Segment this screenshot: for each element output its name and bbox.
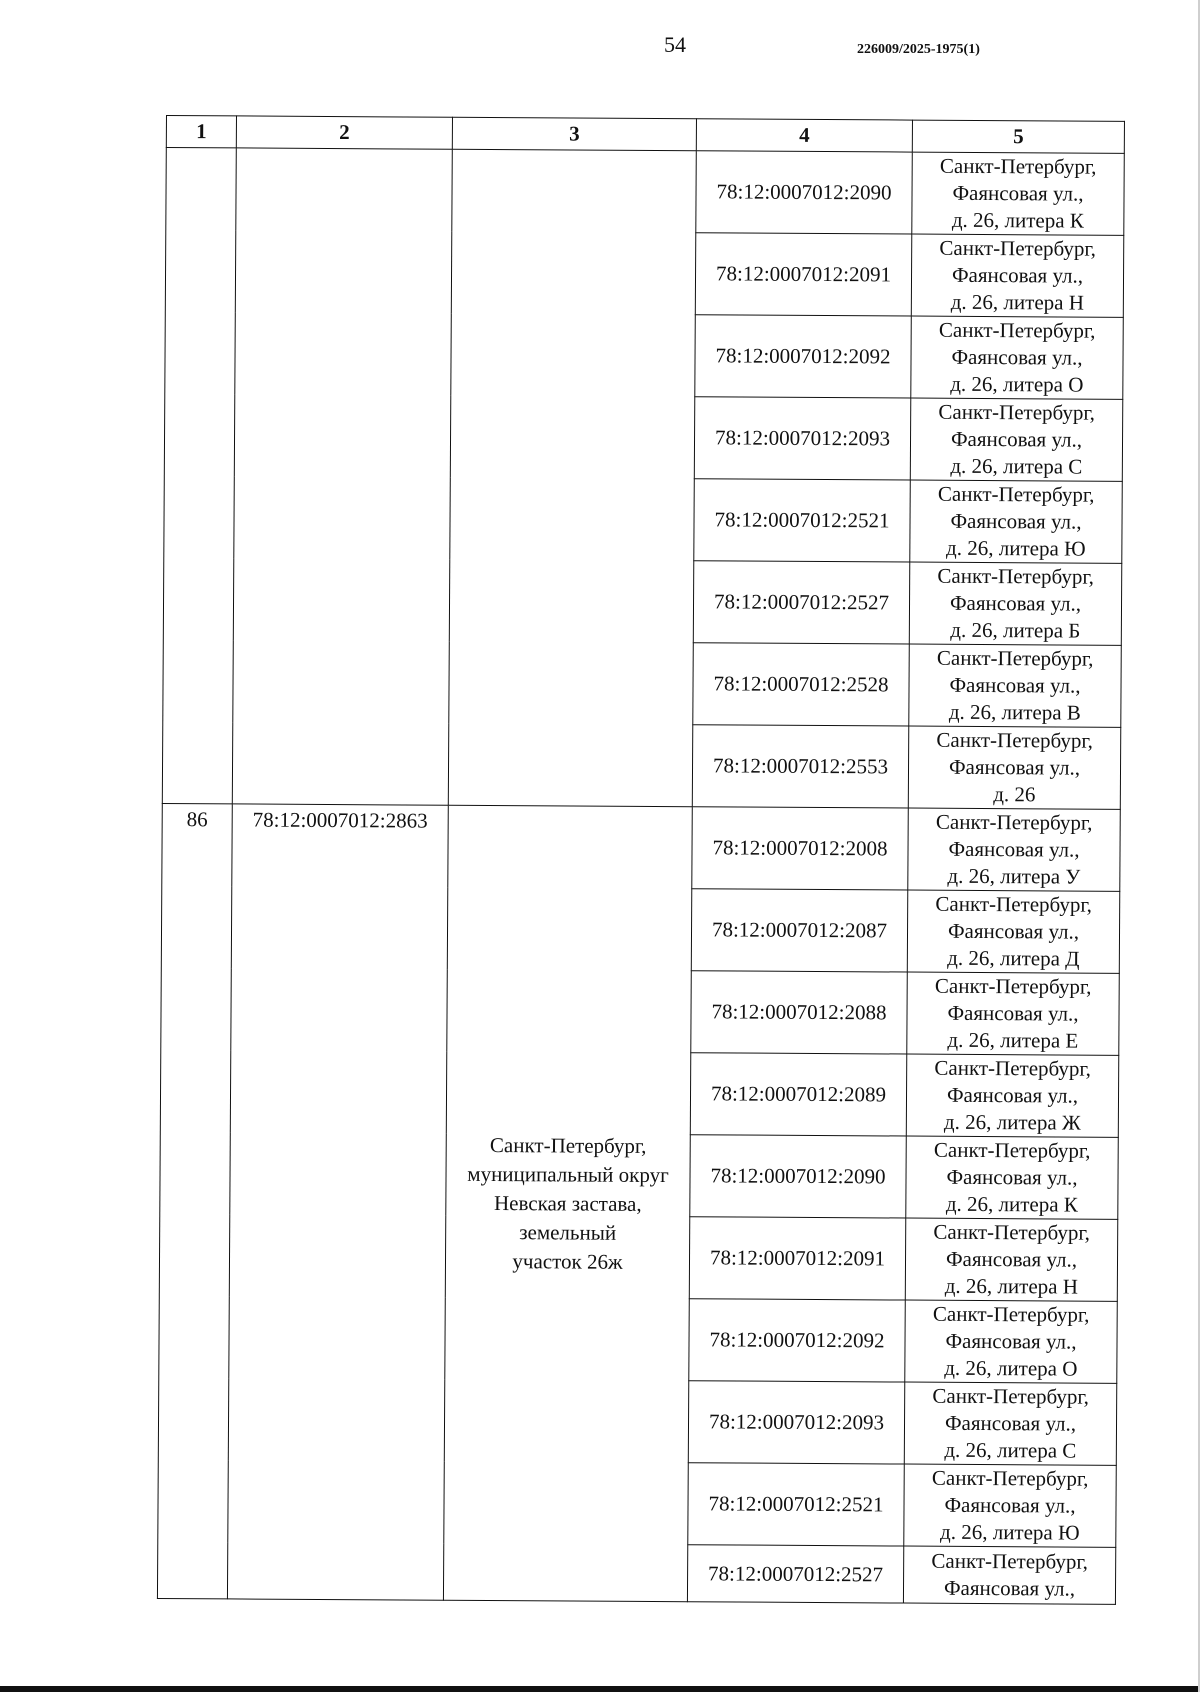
land-cadastral-cell (232, 148, 452, 805)
column-header-1: 1 (166, 116, 236, 148)
address-line: д. 26, литера О (944, 1355, 1078, 1381)
cadastral-table (157, 115, 1125, 1605)
object-cadastral-number: 78:12:0007012:2087 (691, 889, 907, 972)
land-location (443, 805, 692, 1601)
table-row (162, 803, 1120, 891)
address-cell (908, 726, 1120, 809)
address-line: Фаянсовая ул., (947, 918, 1080, 944)
address-line: Фаянсовая ул., (948, 754, 1081, 780)
land-location-line: земельный (519, 1219, 617, 1245)
address-line: Фаянсовая ул., (947, 1000, 1079, 1026)
address-cell (904, 1464, 1116, 1547)
address-line: д. 26, литера Ж (943, 1109, 1081, 1135)
address-line: Фаянсовая ул., (945, 1246, 1078, 1272)
column-header-3: 3 (452, 117, 696, 150)
address-line: Санкт-Петербург, (931, 1548, 1089, 1574)
address-cell (910, 480, 1122, 563)
address-cell (911, 316, 1123, 399)
address-cell (910, 398, 1122, 481)
address-line: д. 26, литера С (944, 1437, 1077, 1463)
object-cadastral-number: 78:12:0007012:2521 (694, 479, 910, 562)
column-header-5: 5 (912, 120, 1124, 153)
land-location-line: Невская застава, (493, 1190, 642, 1216)
object-cadastral-number: 78:12:0007012:2090 (690, 1135, 906, 1218)
address-line: Фаянсовая ул., (946, 1082, 1079, 1108)
address-line: д. 26, литера У (947, 863, 1081, 889)
address-line: д. 26, литера К (951, 207, 1084, 233)
address-line: Фаянсовая ул., (950, 426, 1083, 452)
object-cadastral-number: 78:12:0007012:2093 (688, 1381, 904, 1464)
address-line: Санкт-Петербург, (937, 481, 1095, 507)
address-line: Фаянсовая ул., (944, 1410, 1077, 1436)
address-line: Санкт-Петербург, (938, 399, 1096, 425)
address-line: Фаянсовая ул., (945, 1328, 1077, 1354)
address-line: д. 26, литера Н (944, 1273, 1078, 1299)
object-cadastral-number: 78:12:0007012:2092 (689, 1299, 905, 1382)
address-line: д. 26, литера Е (947, 1027, 1079, 1053)
address-line: Фаянсовая ул., (951, 262, 1084, 288)
address-line: Санкт-Петербург, (939, 153, 1097, 179)
page-number: 54 (664, 32, 686, 57)
address-cell (904, 1382, 1116, 1465)
address-line: Фаянсовая ул., (944, 1492, 1076, 1518)
address-line: д. 26, литера Ю (946, 535, 1086, 561)
object-cadastral-number: 78:12:0007012:2089 (690, 1053, 906, 1136)
address-line: Санкт-Петербург, (933, 1137, 1091, 1163)
address-line: Санкт-Петербург, (936, 645, 1094, 671)
table-body (157, 148, 1124, 1605)
object-cadastral-number: 78:12:0007012:2528 (693, 643, 909, 726)
object-cadastral-number: 78:12:0007012:2090 (696, 151, 912, 234)
address-cell (903, 1546, 1115, 1604)
object-cadastral-number: 78:12:0007012:2527 (687, 1545, 903, 1603)
object-cadastral-number: 78:12:0007012:2093 (694, 397, 910, 480)
address-line: д. 26, литера Н (950, 289, 1085, 315)
address-line: д. 26, литера К (945, 1191, 1078, 1217)
entry-number-cell (162, 148, 236, 804)
address-line: Фаянсовая ул., (952, 180, 1084, 206)
address-line: Санкт-Петербург, (933, 1219, 1091, 1245)
column-header-2: 2 (236, 116, 452, 149)
land-cadastral-number: 78:12:0007012:2863 (227, 804, 448, 1600)
address-line: Санкт-Петербург, (934, 973, 1092, 999)
address-line: д. 26, литера О (950, 371, 1084, 397)
address-cell (911, 234, 1123, 317)
column-header-4: 4 (696, 119, 912, 152)
address-cell (906, 1054, 1118, 1137)
address-cell (907, 890, 1119, 973)
address-line: Санкт-Петербург, (936, 727, 1094, 753)
address-cell (912, 152, 1124, 235)
address-cell (907, 972, 1119, 1055)
address-line: Фаянсовая ул., (943, 1575, 1076, 1601)
address-line: д. 26, литера Д (947, 945, 1080, 971)
address-line: Санкт-Петербург, (934, 1055, 1092, 1081)
address-line: Фаянсовая ул., (950, 508, 1082, 534)
object-cadastral-number: 78:12:0007012:2521 (688, 1463, 904, 1546)
address-line: д. 26, литера Б (950, 617, 1081, 643)
object-cadastral-number: 78:12:0007012:2091 (695, 233, 911, 316)
address-line: Санкт-Петербург, (932, 1383, 1090, 1409)
object-cadastral-number: 78:12:0007012:2092 (695, 315, 911, 398)
address-cell (905, 1300, 1117, 1383)
address-line: Санкт-Петербург, (938, 317, 1096, 343)
address-line: Фаянсовая ул., (946, 1164, 1078, 1190)
object-cadastral-number: 78:12:0007012:2091 (689, 1217, 905, 1300)
land-location-line: участок 26ж (512, 1248, 623, 1274)
address-cell (909, 644, 1121, 727)
address-line: Санкт-Петербург, (935, 809, 1093, 835)
address-line: д. 26, литера С (950, 453, 1083, 479)
scan-bottom-border (0, 1686, 1200, 1692)
address-line: Фаянсовая ул., (949, 672, 1081, 698)
address-cell (909, 562, 1121, 645)
address-line: Санкт-Петербург, (935, 891, 1093, 917)
object-cadastral-number: 78:12:0007012:2008 (692, 807, 908, 890)
address-cell (908, 808, 1120, 891)
address-line: д. 26, литера В (948, 699, 1081, 725)
address-line: д. 26 (993, 782, 1036, 807)
address-line: Фаянсовая ул., (949, 590, 1082, 616)
object-cadastral-number: 78:12:0007012:2553 (692, 725, 908, 808)
address-line: Санкт-Петербург, (939, 235, 1097, 261)
address-line: Фаянсовая ул., (951, 344, 1083, 370)
land-location-cell (448, 149, 696, 806)
land-location-line: Санкт-Петербург, (489, 1132, 647, 1158)
object-cadastral-number: 78:12:0007012:2088 (691, 971, 907, 1054)
entry-number: 86 (157, 803, 232, 1598)
address-line: Санкт-Петербург, (937, 563, 1095, 589)
address-line: Санкт-Петербург, (931, 1465, 1089, 1491)
address-line: Санкт-Петербург, (932, 1301, 1090, 1327)
land-location-line: муниципальный округ (467, 1161, 669, 1187)
address-line: Фаянсовая ул., (948, 836, 1080, 862)
address-cell (906, 1136, 1118, 1219)
object-cadastral-number: 78:12:0007012:2527 (693, 561, 909, 644)
document-id: 226009/2025-1975(1) (857, 42, 980, 57)
table-row (166, 148, 1124, 236)
address-cell (905, 1218, 1117, 1301)
address-line: д. 26, литера Ю (940, 1519, 1080, 1545)
